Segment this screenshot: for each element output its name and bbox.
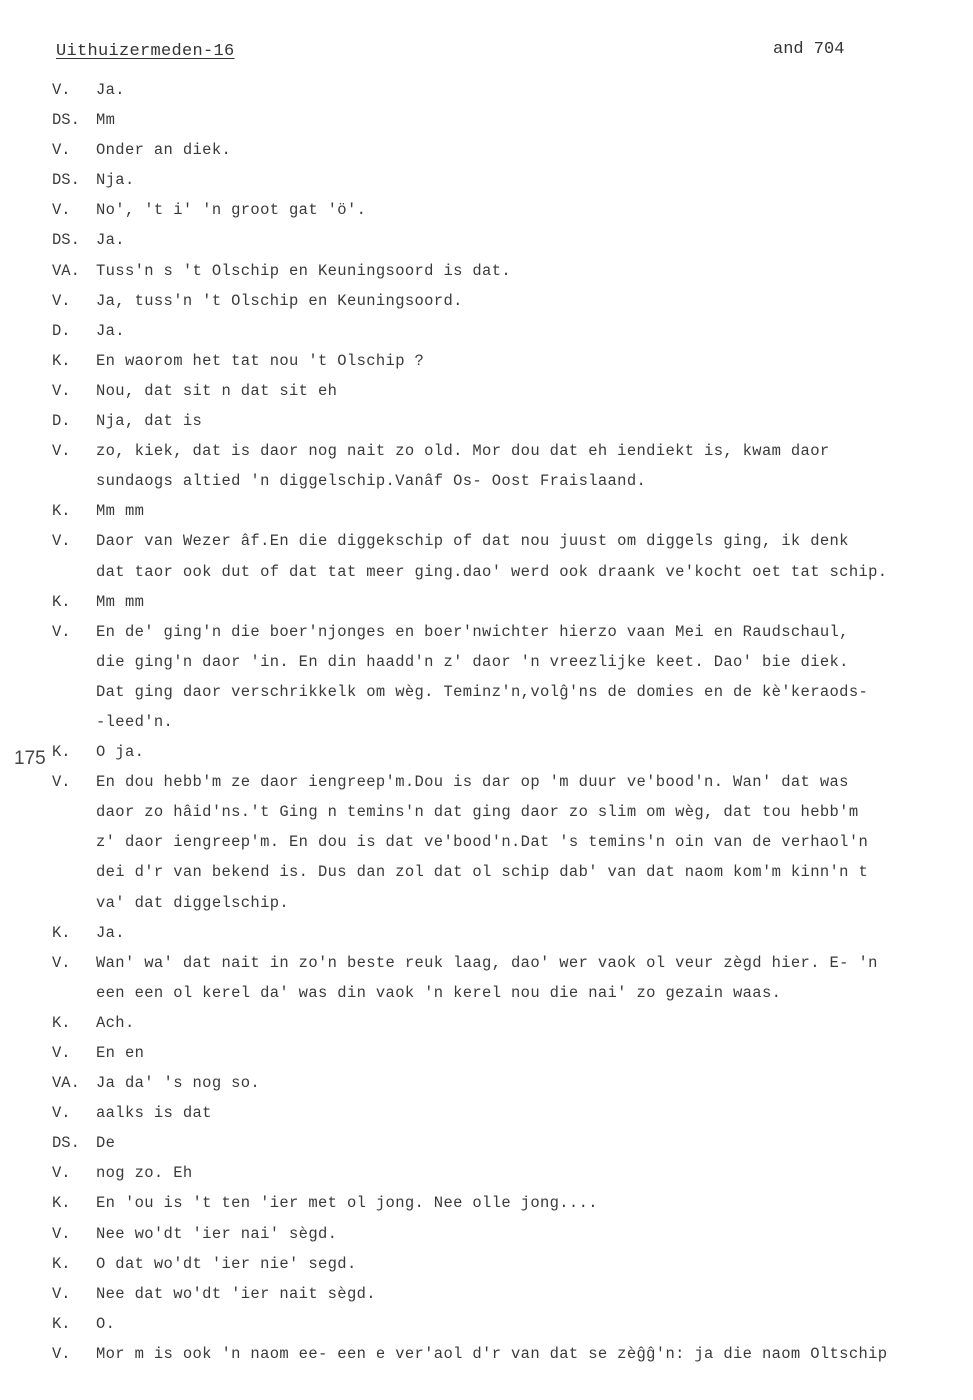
transcript-turn <box>52 918 967 948</box>
speaker-label: K. <box>52 1254 71 1273</box>
utterance <box>96 195 967 225</box>
utterance-line: Ja. <box>96 923 125 942</box>
utterance <box>96 1098 967 1128</box>
transcript-turn <box>52 1249 967 1279</box>
speaker-label: K. <box>52 1013 71 1032</box>
speaker-label: V. <box>52 1284 71 1303</box>
utterance-line: Ach. <box>96 1013 135 1032</box>
speaker-label: V. <box>52 1224 71 1243</box>
utterance <box>96 406 967 436</box>
utterance <box>96 587 967 617</box>
utterance-line: daor zo hâid'ns.'t Ging n temins'n dat ging daor zo slim om wèg, dat tou hebb'm <box>96 803 859 822</box>
speaker-label: V. <box>52 1044 71 1062</box>
speaker-label: K. <box>52 592 71 611</box>
utterance-line: dat taor ook dut of dat tat meer ging.dao' werd ook draank ve'kocht oet tat schip. <box>96 562 888 581</box>
utterance-line: va' dat diggelschip. <box>96 893 290 912</box>
utterance-line: En en <box>96 1044 145 1062</box>
utterance <box>96 1008 967 1038</box>
speaker-label: D. <box>52 412 71 431</box>
transcript-turn <box>52 225 967 255</box>
utterance-line: -leed'n. <box>96 712 174 731</box>
transcript-turn <box>52 737 967 767</box>
transcript-turn <box>52 1008 967 1038</box>
utterance <box>96 225 967 255</box>
speaker-label: V. <box>52 532 71 551</box>
speaker-label: V. <box>52 81 71 99</box>
utterance-line: Nee dat wo'dt 'ier nait sègd. <box>96 1284 376 1303</box>
speaker-label: DS. <box>52 231 80 250</box>
utterance-line: Ja. <box>96 81 125 99</box>
utterance-line: Dat ging daor verschrikkelk om wèg. Teminz'n,volĝ'ns de domies en de kè'keraods- <box>96 682 869 701</box>
speaker-label: K. <box>52 351 71 370</box>
utterance-line: Mm <box>96 111 116 130</box>
transcript-turn <box>52 256 967 286</box>
utterance-line: En de' ging'n die boer'njonges en boer'nwichter hierzo vaan Mei en Raudschaul, <box>96 622 849 641</box>
utterance <box>96 105 967 135</box>
transcript-turn <box>52 406 967 436</box>
transcript-turn <box>52 1279 967 1309</box>
speaker-label: D. <box>52 321 71 340</box>
speaker-label: DS. <box>52 171 80 190</box>
utterance-line: En waorom het tat nou 't Olschip ? <box>96 351 425 370</box>
utterance-line: Mor m is ook 'n naom ee- een e ver'aol d'r van dat se zèĝĝ'n: ja die naom Oltschip <box>96 1344 888 1363</box>
utterance-line: O dat wo'dt 'ier nie' segd. <box>96 1254 357 1273</box>
transcript-turn <box>52 526 967 586</box>
utterance-line: Mm mm <box>96 502 145 521</box>
transcript-turn <box>52 1188 967 1218</box>
margin-line-number: 175 <box>14 748 46 769</box>
utterance <box>96 496 967 526</box>
transcript-turn <box>52 195 967 225</box>
transcript-body <box>52 75 967 1369</box>
utterance-line: De <box>96 1134 116 1153</box>
utterance-line: Nja. <box>96 171 135 190</box>
utterance-line: z' daor iengreep'm. En dou is dat ve'bood'n.Dat 's temins'n oin van de verhaol'n <box>96 833 869 852</box>
speaker-label: V. <box>52 1344 71 1363</box>
transcript-turn <box>52 1128 967 1158</box>
transcript-turn <box>52 316 967 346</box>
utterance <box>96 1249 967 1279</box>
transcript-turn <box>52 1309 967 1339</box>
speaker-label: V. <box>52 201 71 220</box>
utterance <box>96 1128 967 1158</box>
speaker-label: V. <box>52 1164 71 1183</box>
transcript-turn <box>52 496 967 526</box>
utterance-line: sundaogs altied 'n diggelschip.Vanâf Os- Oost Fraislaand. <box>96 472 647 491</box>
utterance-line: Wan' wa' dat nait in zo'n beste reuk laag, dao' wer vaok ol veur zègd hier. E- 'n <box>96 953 878 972</box>
utterance <box>96 376 967 406</box>
utterance <box>96 1188 967 1218</box>
utterance <box>96 1158 967 1188</box>
transcript-turn <box>52 165 967 195</box>
speaker-label: V. <box>52 1104 71 1123</box>
speaker-label: V. <box>52 442 71 461</box>
transcript-turn <box>52 587 967 617</box>
utterance <box>96 737 967 767</box>
utterance <box>96 1309 967 1339</box>
utterance-line: Nee wo'dt 'ier nai' sègd. <box>96 1224 338 1243</box>
utterance-line: aalks is dat <box>96 1104 212 1123</box>
utterance <box>96 135 967 165</box>
utterance <box>96 1068 967 1098</box>
speaker-label: K. <box>52 743 71 762</box>
transcript-turn <box>52 286 967 316</box>
document-title: Uithuizermeden-16 <box>56 42 235 61</box>
utterance <box>96 617 967 737</box>
utterance <box>96 526 967 586</box>
utterance-line: Tuss'n s 't Olschip en Keuningsoord is dat. <box>96 261 512 280</box>
transcript-turn <box>52 948 967 1008</box>
speaker-label: V. <box>52 291 71 310</box>
utterance-line: En dou hebb'm ze daor iengreep'm.Dou is dar op 'm duur ve'bood'n. Wan' dat was <box>96 773 849 792</box>
utterance-line: dei d'r van bekend is. Dus dan zol dat ol schip dab' van dat naom kom'm kinn'n t <box>96 863 869 882</box>
utterance <box>96 1219 967 1249</box>
utterance <box>96 165 967 195</box>
utterance-line: Ja, tuss'n 't Olschip en Keuningsoord. <box>96 291 463 310</box>
utterance-line: O. <box>96 1314 116 1333</box>
utterance-line: zo, kiek, dat is daor nog nait zo old. Mor dou dat eh iendiekt is, kwam daor <box>96 442 830 461</box>
utterance-line: Ja da' 's nog so. <box>96 1074 261 1093</box>
speaker-label: VA. <box>52 261 80 280</box>
transcript-turn <box>52 75 967 105</box>
transcript-turn <box>52 1219 967 1249</box>
utterance <box>96 75 967 105</box>
utterance <box>96 286 967 316</box>
transcript-turn <box>52 1158 967 1188</box>
transcript-turn <box>52 376 967 406</box>
utterance <box>96 948 967 1008</box>
utterance-line: Nou, dat sit n dat sit eh <box>96 381 338 400</box>
utterance-line: een een ol kerel da' was din vaok 'n kerel nou die nai' zo gezain waas. <box>96 983 782 1002</box>
utterance <box>96 1038 967 1068</box>
utterance <box>96 918 967 948</box>
utterance-line: O ja. <box>96 743 145 762</box>
utterance-line: Ja. <box>96 231 125 250</box>
speaker-label: K. <box>52 1194 71 1213</box>
band-number: and 704 <box>773 40 845 59</box>
utterance-line: Nja, dat is <box>96 412 203 431</box>
transcript-turn <box>52 1339 967 1369</box>
speaker-label: DS. <box>52 1134 80 1153</box>
utterance-line: En 'ou is 't ten 'ier met ol jong. Nee olle jong.... <box>96 1194 598 1213</box>
speaker-label: V. <box>52 953 71 972</box>
transcript-turn <box>52 617 967 737</box>
transcript-turn <box>52 436 967 496</box>
utterance-line: No', 't i' 'n groot gat 'ö'. <box>96 201 367 220</box>
transcript-turn <box>52 767 967 917</box>
utterance-line: Onder an diek. <box>96 141 232 160</box>
utterance <box>96 1279 967 1309</box>
speaker-label: V. <box>52 773 71 792</box>
transcript-turn <box>52 1038 967 1068</box>
utterance <box>96 1339 967 1369</box>
speaker-label: DS. <box>52 111 80 130</box>
transcript-turn <box>52 346 967 376</box>
utterance-line: die ging'n daor 'in. En din haadd'n z' daor 'n vreezlijke keet. Dao' bie diek. <box>96 652 849 671</box>
transcript-turn <box>52 105 967 135</box>
speaker-label: K. <box>52 923 71 942</box>
speaker-label: VA. <box>52 1074 80 1093</box>
transcript-turn <box>52 1068 967 1098</box>
speaker-label: V. <box>52 622 71 641</box>
speaker-label: V. <box>52 381 71 400</box>
utterance-line: Daor van Wezer âf.En die diggekschip of dat nou juust om diggels ging, ik denk <box>96 532 849 551</box>
utterance <box>96 256 967 286</box>
utterance <box>96 316 967 346</box>
utterance-line: Mm mm <box>96 592 145 611</box>
utterance <box>96 767 967 917</box>
utterance-line: nog zo. Eh <box>96 1164 193 1183</box>
utterance-line: Ja. <box>96 321 125 340</box>
utterance <box>96 346 967 376</box>
speaker-label: K. <box>52 1314 71 1333</box>
speaker-label: V. <box>52 141 71 160</box>
transcript-turn <box>52 1098 967 1128</box>
speaker-label: K. <box>52 502 71 521</box>
utterance <box>96 436 967 496</box>
transcript-turn <box>52 135 967 165</box>
